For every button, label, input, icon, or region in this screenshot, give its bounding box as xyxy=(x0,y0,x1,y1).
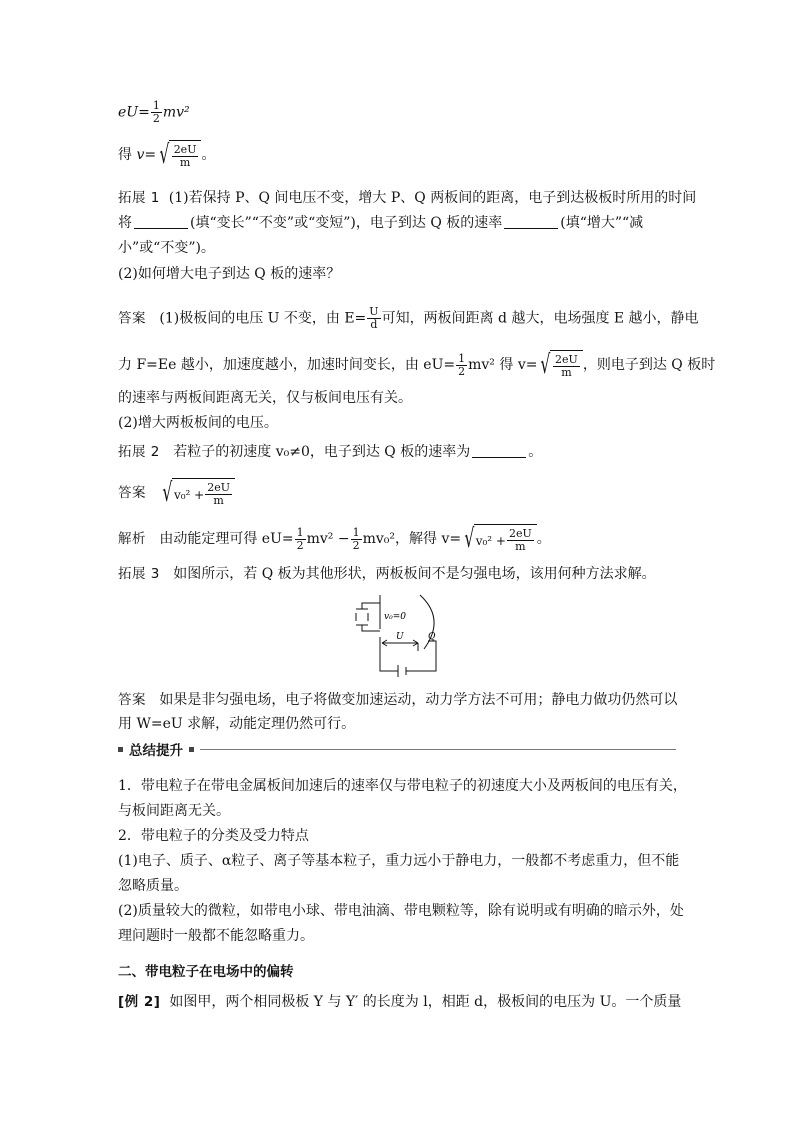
answer-label: 答案 xyxy=(118,310,146,327)
square-bullet-icon xyxy=(189,747,194,752)
summary-p4a: (2)质量较大的微粒，如带电小球、带电油滴、带电颗粒等，除有说明或有明确的暗示外，处 xyxy=(118,903,684,919)
fraction-half: $\frac{1}{2}$ xyxy=(152,99,160,125)
label-q: Q xyxy=(428,632,436,642)
ext3-label: 拓展 3 xyxy=(118,566,160,582)
ext1-answer-line4: (2)增大两板板间的电压。 xyxy=(118,415,278,431)
summary-p2: 2．带电粒子的分类及受力特点 xyxy=(118,828,309,844)
ext1-question-1a: 拓展 1 (1)若保持 P、Q 间电压不变，增大 P、Q 两板间的距离，电子到达极板时所用的时间 xyxy=(118,190,697,206)
ext1-answer-line1: 答案 (1)极板间的电压 U 不变，由 E= $\frac{U}{d}$ 可知，两板间距离 d 越大，电场强度 E 越小，静电 xyxy=(118,305,699,331)
summary-p1a: 1．带电粒子在带电金属板间加速后的速率仅与带电粒子的初速度大小及两板间的电压有关， xyxy=(118,778,687,794)
circuit-wire xyxy=(380,641,436,671)
section-title: 二、带电粒子在电场中的偏转 xyxy=(118,964,294,980)
ext1-question-2: (2)如何增大电子到达 Q 板的速率？ xyxy=(118,266,341,282)
summary-p1b: 与板间距离无关。 xyxy=(118,803,230,819)
answer-blank-3 xyxy=(472,443,526,458)
eq-sign: = xyxy=(138,104,150,121)
ext1-answer-line3: 的速率与两板间距离无关，仅与板间电压有关。 xyxy=(118,390,412,406)
ext3-answer-line2: 用 W=eU 求解，动能定理仍然可行。 xyxy=(118,716,356,732)
battery-small xyxy=(356,613,368,621)
equation-velocity: 得 v= √ $\frac{2eU}{m}$ 。 xyxy=(118,140,216,170)
eq-rhs: mv² xyxy=(162,104,190,121)
sqrt-velocity: √ $\frac{2eU}{m}$ xyxy=(156,140,201,170)
label-u: U xyxy=(396,632,404,642)
summary-p3a: (1)电子、质子、α粒子、离子等基本粒子，重力远小于静电力，一般都不考虑重力，但不能 xyxy=(118,853,680,869)
answer-blank-2 xyxy=(504,214,558,229)
summary-p4b: 理问题时一般都不能忽略重力。 xyxy=(118,928,314,944)
ext3-question: 拓展 3 如图所示，若 Q 板为其他形状，两板板间不是匀强电场，该用何种方法求解。 xyxy=(118,566,656,582)
answer-blank-1 xyxy=(134,214,188,229)
square-bullet-icon xyxy=(118,747,123,752)
divider xyxy=(200,749,676,750)
ext3-answer-line1: 答案 如果是非匀强电场，电子将做变加速运动，动力学方法不可用；静电力做功仍然可以 xyxy=(118,692,678,708)
ext2-label: 拓展 2 xyxy=(118,444,160,460)
eq-lhs: eU xyxy=(118,104,139,121)
summary-header xyxy=(118,739,676,759)
equation-energy xyxy=(118,100,190,125)
ext1-answer-line2: 力 F=Ee 越小，加速度越小，加速时间变长，由 eU= $\frac{1}{2}$ mv² 得 v= √ $\frac{2eU}{m}$ ，则电子到达 Q 板时 xyxy=(118,350,716,380)
ext1-label: 拓展 1 xyxy=(118,190,160,206)
ext2-answer: 答案 √ v₀² + $\frac{2eU}{m}$ xyxy=(118,478,235,508)
capacitor-diagram xyxy=(342,591,456,677)
ext2-solution: 解析 由动能定理可得 eU= $\frac{1}{2}$ mv² − $\frac{1}{2}$ mv₀²，解得 v= √ v₀² + $\frac{2eU}{m}$ 。 xyxy=(118,524,551,554)
example-2: [例 2] 如图甲，两个相同极板 Y 与 Y′ 的长度为 l，相距 d，极板间的电压为 U。一个质量 xyxy=(118,994,682,1010)
ext1-question-1b: 将 (填“变长”“不变”或“变短”)，电子到达 Q 板的速率 (填“增大”“减 xyxy=(118,215,644,231)
summary-title: 总结提升 xyxy=(129,743,183,759)
summary-p3b: 忽略质量。 xyxy=(118,878,188,894)
example-label: [例 2] xyxy=(118,994,161,1010)
battery-main xyxy=(398,665,406,677)
ext2-question: 拓展 2 若粒子的初速度 v₀≠0，电子到达 Q 板的速率为 。 xyxy=(118,444,543,460)
label-v0: v₀=0 xyxy=(384,612,406,622)
ext1-question-1c: 小”或“不变”)。 xyxy=(118,240,215,256)
